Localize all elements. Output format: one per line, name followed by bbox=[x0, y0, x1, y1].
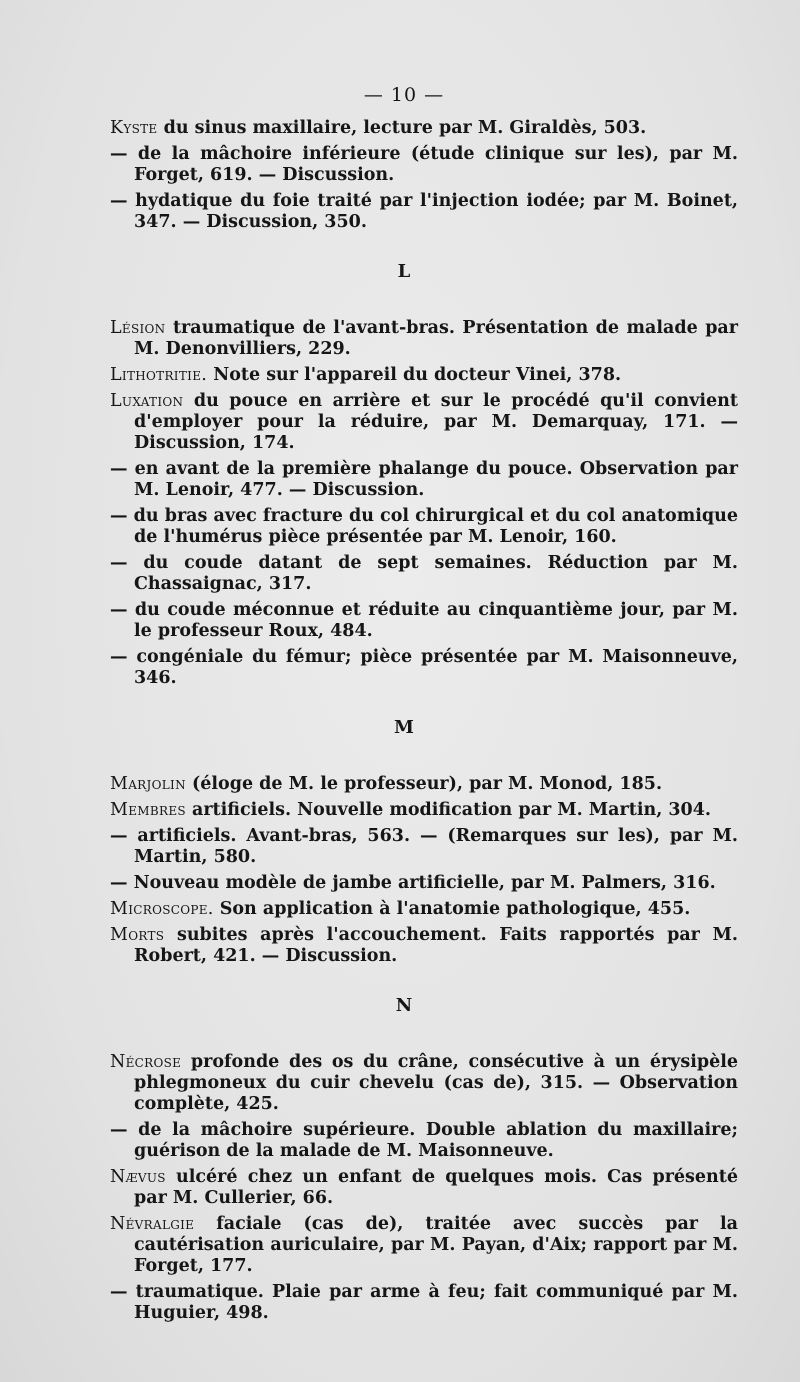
index-entry bbox=[110, 144, 738, 186]
entry-headword: Luxation bbox=[110, 391, 184, 411]
index-entry bbox=[110, 774, 738, 795]
entry-headword: Nævus bbox=[110, 1167, 166, 1187]
entry-text: profonde des os du crâne, consécutive à un érysipèle phlegmoneux du cuir chevelu (cas de), 315. — Observation complète, 425. bbox=[134, 1052, 738, 1114]
entry-headword: Névralgie bbox=[110, 1214, 195, 1234]
entry-text: — artificiels. Avant-bras, 563. — (Remarques sur les), par M. Martin, 580. bbox=[110, 826, 738, 867]
entry-headword: Lésion bbox=[110, 318, 166, 338]
index-entry bbox=[110, 1052, 738, 1115]
index-entry bbox=[110, 800, 738, 821]
index-entry bbox=[110, 391, 738, 454]
entry-headword: Kyste bbox=[110, 118, 158, 138]
entry-headword: Morts bbox=[110, 925, 165, 945]
index-entry bbox=[110, 553, 738, 595]
index-entry bbox=[110, 873, 738, 894]
entry-headword: Membres bbox=[110, 800, 186, 820]
index-content bbox=[110, 118, 738, 1324]
entry-headword: Microscope. bbox=[110, 899, 214, 919]
index-entry bbox=[110, 365, 738, 386]
entry-headword: Lithotritie. bbox=[110, 365, 208, 385]
entry-text: du sinus maxillaire, lecture par M. Giraldès, 503. bbox=[157, 118, 647, 138]
entry-text: traumatique de l'avant-bras. Présentation de malade par M. Denonvilliers, 229. bbox=[134, 318, 738, 359]
page-number: — 10 — bbox=[363, 84, 445, 106]
index-entry bbox=[110, 118, 738, 139]
entry-text: (éloge de M. le professeur), par M. Monod, 185. bbox=[185, 774, 663, 794]
entry-text: — de la mâchoire supérieure. Double ablation du maxillaire; guérison de la malade de M. Maisonneuve. bbox=[110, 1120, 738, 1161]
entry-text: — du coude datant de sept semaines. Réduction par M. Chassaignac, 317. bbox=[110, 553, 738, 594]
entry-text: du pouce en arrière et sur le procédé qu'il convient d'employer pour la réduire, par M. Demarquay, 171. — Discussion, 174. bbox=[134, 391, 738, 453]
index-entry bbox=[110, 1282, 738, 1324]
entry-headword: Nécrose bbox=[110, 1052, 182, 1072]
section-letter: N bbox=[395, 995, 413, 1016]
entry-text: Note sur l'appareil du docteur Vinei, 378. bbox=[207, 365, 622, 385]
index-entry bbox=[110, 925, 738, 967]
index-entry bbox=[110, 191, 738, 233]
index-entry bbox=[110, 1120, 738, 1162]
index-entry bbox=[110, 826, 738, 868]
entry-text: faciale (cas de), traitée avec succès par la cautérisation auriculaire, par M. Payan, d'Aix; rapport par M. Forget, 177. bbox=[134, 1214, 738, 1276]
entry-text: — en avant de la première phalange du pouce. Observation par M. Lenoir, 477. — Discussion. bbox=[110, 459, 738, 500]
entry-text: — de la mâchoire inférieure (étude clinique sur les), par M. Forget, 619. — Discussion. bbox=[110, 144, 738, 185]
index-entry bbox=[110, 506, 738, 548]
index-entry bbox=[110, 647, 738, 689]
index-entry bbox=[110, 899, 738, 920]
entry-text: Son application à l'anatomie pathologique, 455. bbox=[213, 899, 691, 919]
entry-text: — congéniale du fémur; pièce présentée par M. Maisonneuve, 346. bbox=[110, 647, 738, 688]
entry-text: — hydatique du foie traité par l'injection iodée; par M. Boinet, 347. — Discussion, 350. bbox=[110, 191, 738, 232]
index-entry bbox=[110, 1214, 738, 1277]
entry-text: — traumatique. Plaie par arme à feu; fait communiqué par M. Huguier, 498. bbox=[110, 1282, 738, 1323]
index-entry bbox=[110, 600, 738, 642]
entry-text: — du bras avec fracture du col chirurgical et du col anatomique de l'humérus pièce présentée par M. Lenoir, 160. bbox=[110, 506, 738, 547]
section-letter: M bbox=[394, 717, 414, 738]
index-entry bbox=[110, 318, 738, 360]
index-entry bbox=[110, 1167, 738, 1209]
entry-headword: Marjolin bbox=[110, 774, 186, 794]
entry-text: — Nouveau modèle de jambe artificielle, par M. Palmers, 316. bbox=[110, 873, 716, 893]
section-letter: L bbox=[397, 261, 411, 282]
entry-text: ulcéré chez un enfant de quelques mois. Cas présenté par M. Cullerier, 66. bbox=[134, 1167, 738, 1208]
entry-text: — du coude méconnue et réduite au cinquantième jour, par M. le professeur Roux, 484. bbox=[110, 600, 738, 641]
entry-text: artificiels. Nouvelle modification par M. Martin, 304. bbox=[185, 800, 712, 820]
entry-text: subites après l'accouchement. Faits rapportés par M. Robert, 421. — Discussion. bbox=[134, 925, 738, 966]
index-entry bbox=[110, 459, 738, 501]
